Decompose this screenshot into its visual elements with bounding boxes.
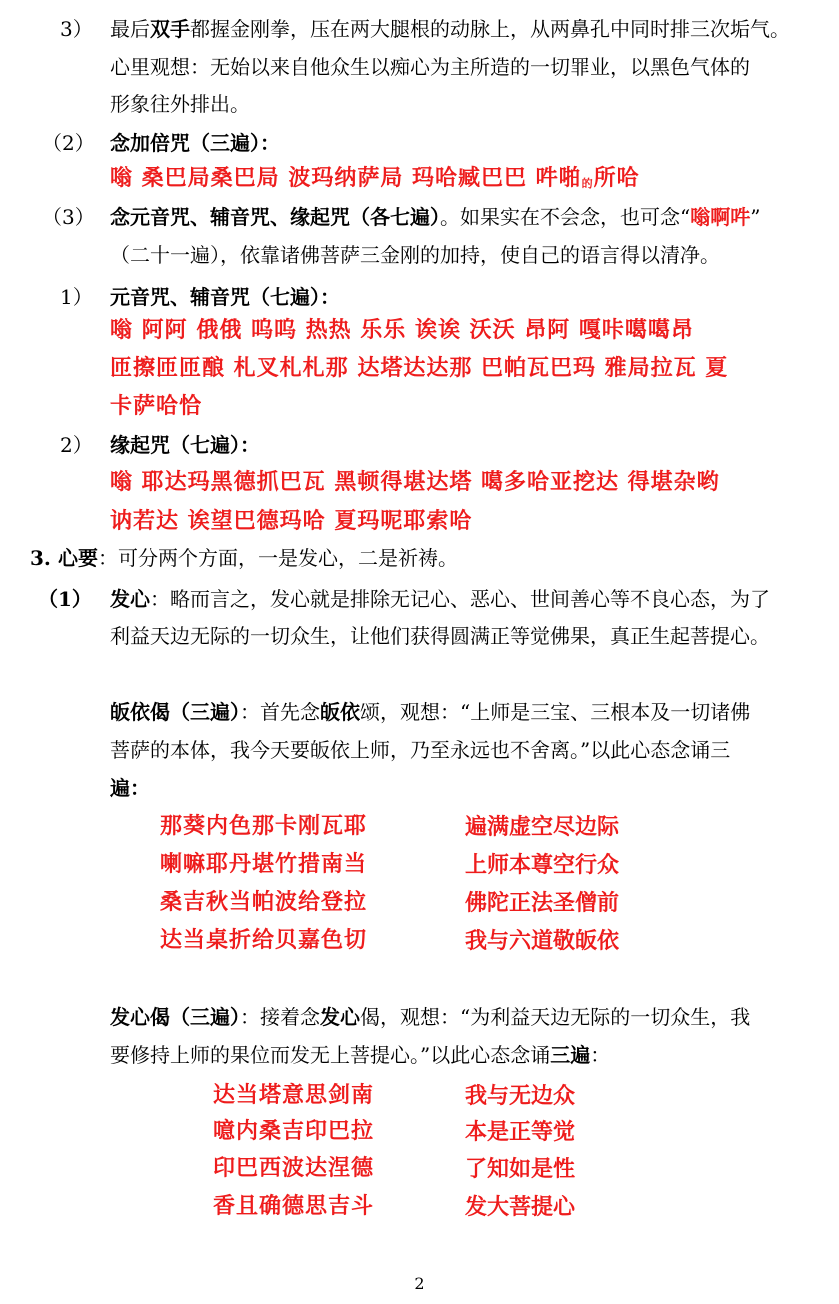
subsection-heading: 元音咒、辅音咒（七遍）： xyxy=(110,285,340,309)
verse-chinese: 上师本尊空行众 xyxy=(465,852,620,878)
section-heading: 心要：可分两个方面，一是发心，二是祈祷。 xyxy=(58,546,458,570)
paragraph-line: 利益天边无际的一切众生，让他们获得圆满正等觉佛果，真正生起菩提心。 xyxy=(110,624,770,648)
step3-line1: 最后双手都握金刚拳，压在两大腿根的动脉上，从两鼻孔中同时排三次垢气。 xyxy=(110,17,790,41)
step-number: 3） xyxy=(60,17,93,41)
paragraph-line: 菩萨的本体，我今天要皈依上师，乃至永远也不舍离。”以此心态念诵三 xyxy=(110,738,731,762)
subitem-number: 1） xyxy=(60,285,93,309)
paragraph-line: 要修持上师的果位而发无上菩提心。”以此心态念诵三遍： xyxy=(110,1043,611,1067)
item-number: （1） xyxy=(38,587,92,611)
section-number: 3. xyxy=(30,546,51,570)
verse-tibetan: 噫内桑吉印巴拉 xyxy=(213,1119,375,1144)
section-heading: 念元音咒、辅音咒、缘起咒（各七遍）。如果实在不会念，也可念“嗡啊吽” xyxy=(110,205,761,229)
verse-chinese: 我与无边众 xyxy=(465,1083,576,1109)
verse-chinese: 佛陀正法圣僧前 xyxy=(465,890,620,916)
verse-chinese: 遍满虚空尽边际 xyxy=(465,814,620,840)
verse-chinese: 了知如是性 xyxy=(465,1156,576,1182)
mantra-line: 嗡 耶达玛黑德抓巴瓦 黑顿得堪达塔 噶多哈亚挖达 得堪杂哟 xyxy=(110,470,720,495)
step3-line2: 心里观想：无始以来自他众生以痴心为主所造的一切罪业，以黑色气体的 xyxy=(110,55,750,79)
verse-tibetan: 达当塔意思剑南 xyxy=(213,1083,375,1108)
verse-chinese: 我与六道敬皈依 xyxy=(465,928,620,954)
paragraph-line: 发心偈（三遍）：接着念发心偈，观想：“为利益天边无际的一切众生，我 xyxy=(110,1005,751,1029)
verse-tibetan: 香且确德思吉斗 xyxy=(213,1194,375,1219)
mantra-line: 嗡 阿阿 俄俄 呜呜 热热 乐乐 诶诶 沃沃 昂阿 嘎咔噶噶昂 xyxy=(110,318,694,343)
page-number: 2 xyxy=(414,1274,425,1293)
paragraph-line: 遍： xyxy=(110,776,150,800)
verse-chinese: 发大菩提心 xyxy=(465,1194,576,1220)
paragraph-line: （二十一遍），依靠诸佛菩萨三金刚的加持，使自己的语言得以清净。 xyxy=(110,243,720,267)
subsection-heading: 缘起咒（七遍）： xyxy=(110,433,260,457)
mantra-line: 匝擦匝匝酿 札叉札札那 达塔达达那 巴帕瓦巴玛 雅局拉瓦 夏 xyxy=(110,356,729,381)
mantra-line: 讷若达 诶望巴德玛哈 夏玛呢耶索哈 xyxy=(110,509,473,534)
verse-tibetan: 印巴西波达涅德 xyxy=(213,1156,375,1181)
verse-tibetan: 那葵内色那卡刚瓦耶 xyxy=(160,814,368,839)
verse-tibetan: 喇嘛耶丹堪竹措南当 xyxy=(160,852,368,877)
item-number: （2） xyxy=(42,131,95,155)
step3-line3: 形象往外排出。 xyxy=(110,92,250,116)
verse-chinese: 本是正等觉 xyxy=(465,1119,576,1145)
subitem-number: 2） xyxy=(60,433,93,457)
verse-tibetan: 桑吉秋当帕波给登拉 xyxy=(160,890,368,915)
item-number: （3） xyxy=(42,205,95,229)
mantra-line: 嗡 桑巴局桑巴局 波玛纳萨局 玛哈臧巴巴 吽啪$_的$所哈 xyxy=(110,166,640,191)
section-heading: 念加倍咒（三遍）： xyxy=(110,131,280,155)
paragraph-line: 皈依偈（三遍）：首先念皈依颂，观想：“上师是三宝、三根本及一切诸佛 xyxy=(110,700,751,724)
paragraph-line: 发心：略而言之，发心就是排除无记心、恶心、世间善心等不良心态，为了 xyxy=(110,587,770,611)
mantra-line: 卡萨哈恰 xyxy=(110,394,203,419)
verse-tibetan: 达当桌折给贝嘉色切 xyxy=(160,928,368,953)
